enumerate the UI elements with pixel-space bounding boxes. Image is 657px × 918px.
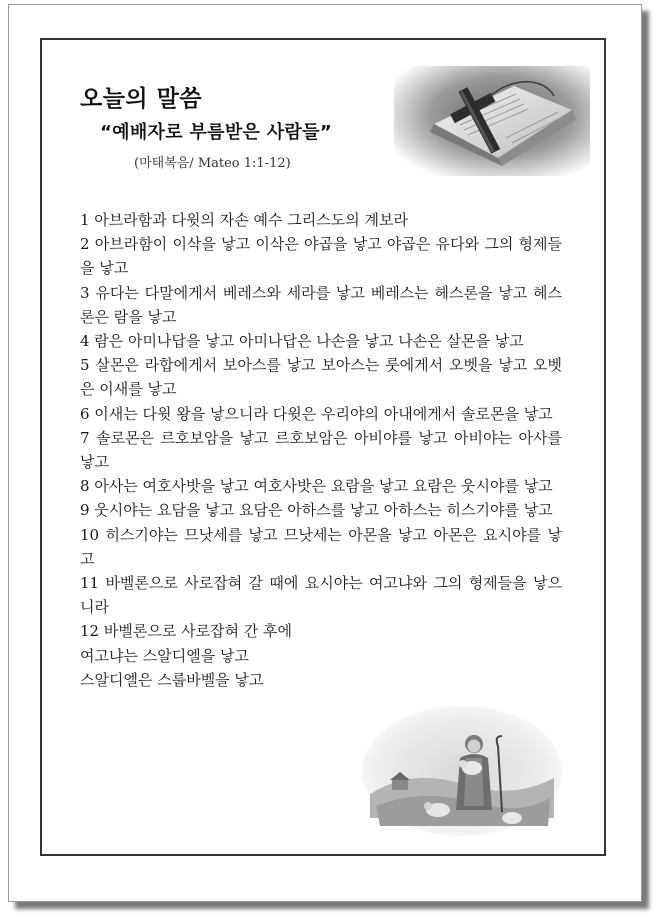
verse-line: 3 유다는 다말에게서 베레스와 세라를 낳고 베레스는 헤스론을 낳고 헤스론은 람을 낳고 bbox=[80, 283, 562, 326]
shepherd-with-lamb-image bbox=[362, 706, 562, 836]
open-bible-with-cross-image bbox=[394, 66, 590, 176]
verse-line: 6 이새는 다윗 왕을 낳으니라 다윗은 우리야의 아내에게서 솔로몬을 낳고 bbox=[80, 404, 553, 423]
scripture-passage bbox=[80, 208, 562, 692]
verse-line: 8 아사는 여호사밧을 낳고 여호사밧은 요람을 낳고 요람은 웃시야를 낳고 bbox=[80, 477, 553, 496]
verse-line: 2 아브라함이 이삭을 낳고 이삭은 야곱을 낳고 야곱은 유다와 그의 형제들을 낳고 bbox=[80, 235, 562, 278]
verse-line: 1 아브라함과 다윗의 자손 예수 그리스도의 계보라 bbox=[80, 211, 408, 229]
sermon-title: “예배자로 부름받은 사람들” bbox=[100, 122, 332, 143]
verse-line: 4 람은 아미나답을 낳고 아미나답은 나손을 낳고 나손은 살몬을 낳고 bbox=[80, 332, 524, 351]
page-title: 오늘의 말씀 bbox=[80, 86, 203, 112]
verse-line: 12 바벨론으로 사로잡혀 간 후에 bbox=[80, 622, 293, 641]
verse-line: 7 솔로몬은 르호보암을 낳고 르호보암은 아비야를 낳고 아비야는 아사를 낳고 bbox=[80, 428, 562, 472]
scripture-reference: (마태복음/ Mateo 1:1-12) bbox=[134, 156, 291, 171]
verse-line: 11 바벨론으로 사로잡혀 갈 때에 요시야는 여고냐와 그의 형제들을 낳으니라 bbox=[80, 574, 562, 617]
verse-line: 9 웃시야는 요담을 낳고 요담은 아하스를 낳고 아하스는 히스기야를 낳고 bbox=[80, 501, 553, 520]
verse-line: 스알디엘은 스룹바벨을 낳고 bbox=[80, 670, 264, 689]
verse-line: 10 히스기야는 므낫세를 낳고 므낫세는 아몬을 낳고 아몬은 요시야를 낳고 bbox=[80, 525, 562, 568]
verse-line: 여고냐는 스알디엘을 낳고 bbox=[80, 646, 249, 665]
verse-line: 5 살몬은 라합에게서 보아스를 낳고 보아스는 룻에게서 오벳을 낳고 오벳은 이새를 낳고 bbox=[80, 356, 562, 399]
